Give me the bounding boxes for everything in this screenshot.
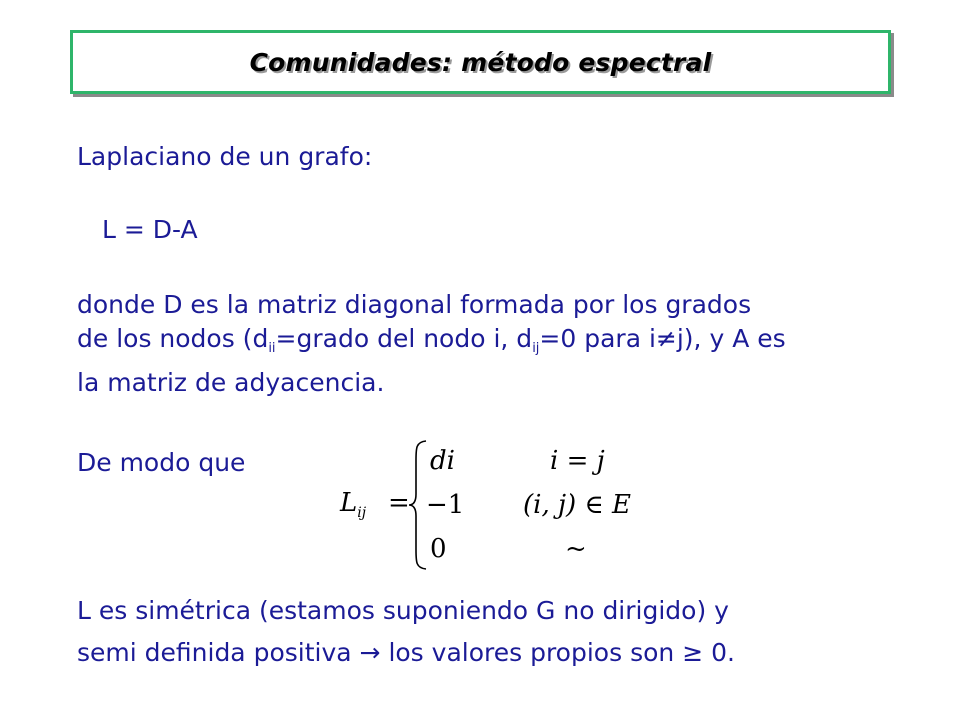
slide-title: Comunidades: método espectral <box>249 47 712 77</box>
case3-value: 0 <box>430 534 447 564</box>
case3-condition: ~ <box>565 534 587 564</box>
case2-condition: (i, j) ∈ E <box>523 490 631 520</box>
arrow-icon: → <box>359 638 381 667</box>
geq-symbol: ≥ <box>682 638 704 667</box>
para1-line-c: la matriz de adyacencia. <box>77 368 385 397</box>
de-modo-que: De modo que <box>77 448 246 477</box>
formula-lhs: $L_{ij}$ <box>340 488 367 521</box>
para2-line-b: semi definida positiva → los valores propios son ≥ 0. <box>77 638 735 667</box>
title-box <box>70 30 891 94</box>
formula-equals: = <box>388 488 410 518</box>
laplacian-heading: Laplaciano de un grafo: <box>77 142 373 171</box>
case2-value: −1 <box>426 490 465 520</box>
laplacian-formula <box>340 438 640 573</box>
case1-value: di <box>430 446 455 476</box>
para1-line-b: de los nodos ($d_{ii}=grado$ del nodo i, $d_{ij}=0$ para i≠j), y A es <box>77 324 786 356</box>
para1-line-a: donde D es la matriz diagonal formada por los grados <box>77 290 752 319</box>
not-equal-symbol: ≠ <box>655 324 677 353</box>
laplacian-definition: L = D-A <box>102 215 198 244</box>
case1-condition: i = j <box>550 446 605 476</box>
para2-line-a: L es simétrica (estamos suponiendo G no dirigido) y <box>77 596 729 625</box>
